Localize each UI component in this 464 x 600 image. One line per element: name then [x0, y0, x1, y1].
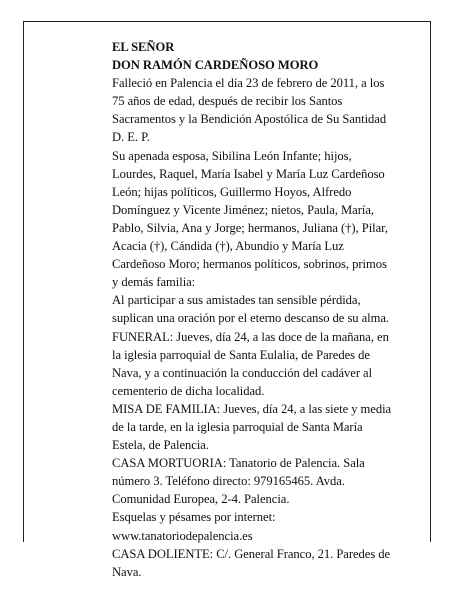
text-line: Comunidad Europea, 2-4. Palencia. — [112, 492, 290, 507]
text-line: Lourdes, Raquel, María Isabel y María Luz Cardeñoso — [112, 166, 385, 181]
text-line: Estela, de Palencia. — [112, 438, 209, 453]
paragraph-mortuary — [112, 454, 428, 508]
paragraph-family — [112, 147, 428, 292]
text-line: cementerio de dicha localidad. — [112, 383, 265, 398]
heading-title: EL SEÑOR — [112, 40, 175, 54]
text-line: Su apenada esposa, Sibilina León Infante; hijos, — [112, 148, 352, 163]
text-line: MISA DE FAMILIA: Jueves, día 24, a las siete y media — [112, 401, 392, 416]
paragraph-family-mass — [112, 400, 428, 454]
text-line: CASA DOLIENTE: C/. General Franco, 21. Paredes de — [112, 546, 391, 561]
text-line: FUNERAL: Jueves, día 24, a las doce de la mañana, en — [112, 329, 389, 344]
heading-name: DON RAMÓN CARDEÑOSO MORO — [112, 58, 319, 73]
text-line: Falleció en Palencia el día 23 de febrero de 2011, a los — [112, 76, 385, 91]
text-line: Cardeñoso Moro; hermanos políticos, sobrinos, primos — [112, 257, 387, 272]
obituary-text — [112, 38, 428, 581]
text-line: Acacia (†), Cándida (†), Abundio y María Luz — [112, 239, 344, 254]
paragraph-home — [112, 545, 428, 581]
text-line: D. E. P. — [112, 130, 150, 145]
text-line: 75 años de edad, después de recibir los Santos — [112, 94, 343, 109]
text-line: Nava. — [112, 564, 142, 579]
paragraph-funeral — [112, 328, 428, 400]
text-line: Pablo, Silvia, Ana y Jorge; hermanos, Juliana (†), Pilar, — [112, 220, 388, 235]
text-line: suplican una oración por el eterno descanso de su alma. — [112, 311, 390, 326]
text-line: Domínguez y Vicente Jiménez; nietos, Paula, María, — [112, 202, 374, 217]
text-line: CASA MORTUORIA: Tanatorio de Palencia. Sala — [112, 456, 365, 471]
text-line: León; hijas políticos, Guillermo Hoyos, Alfredo — [112, 184, 352, 199]
text-line: y demás familia: — [112, 275, 196, 290]
text-line: Al participar a sus amistades tan sensible pérdida, — [112, 293, 361, 308]
text-line: de la tarde, en la iglesia parroquial de Santa María — [112, 419, 363, 434]
text-line: Sacramentos y la Bendición Apostólica de Su Santidad — [112, 112, 387, 127]
paragraph-request — [112, 291, 428, 327]
text-line: la iglesia parroquial de Santa Eulalia, de Paredes de — [112, 347, 370, 362]
text-line: número 3. Teléfono directo: 979165465. Avda. — [112, 474, 345, 489]
paragraph-death — [112, 74, 428, 146]
text-line: Esquelas y pésames por internet: — [112, 510, 276, 525]
text-line: Nava, y a continuación la conducción del cadáver al — [112, 365, 373, 380]
website-text: www.tanatoriodepalencia.es — [112, 528, 253, 543]
paragraph-online — [112, 508, 428, 544]
